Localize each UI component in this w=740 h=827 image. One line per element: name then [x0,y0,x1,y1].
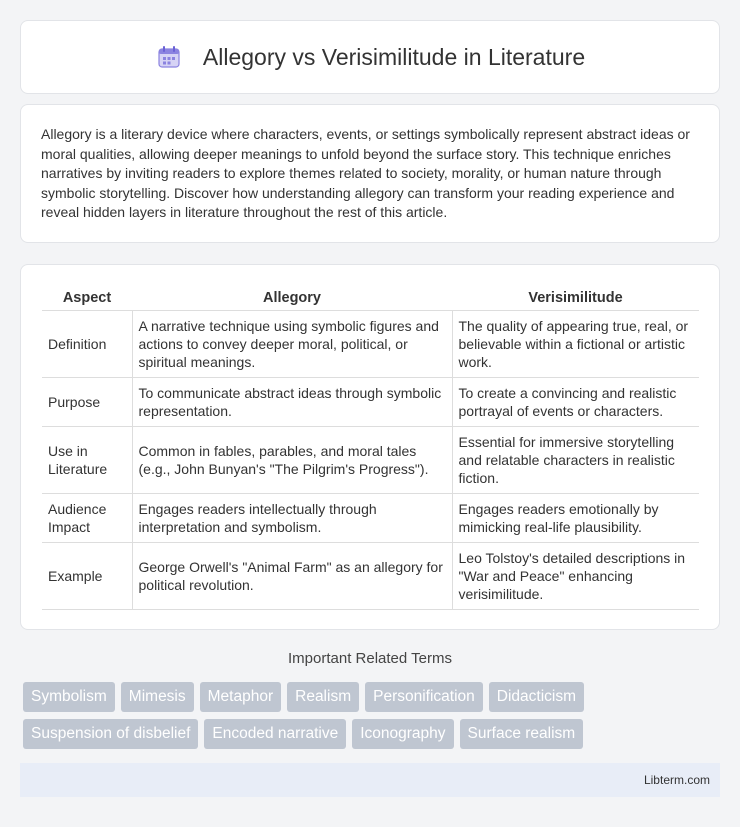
tag-metaphor[interactable]: Metaphor [200,682,281,712]
intro-card [20,104,720,243]
table-row [42,378,699,427]
tag-symbolism[interactable]: Symbolism [23,682,115,712]
cell-allegory: To communicate abstract ideas through symbolic representation. [132,378,452,427]
table-row [42,543,699,610]
title-card [20,20,720,94]
cell-aspect: Audience Impact [42,494,132,543]
cell-verisimilitude: Essential for immersive storytelling and relatable characters in realistic fiction. [452,427,699,494]
related-terms-list [23,682,723,756]
comparison-table [42,285,699,610]
related-terms-title: Important Related Terms [288,650,452,667]
cell-verisimilitude: Leo Tolstoy's detailed descriptions in "War and Peace" enhancing verisimilitude. [452,543,699,610]
cell-aspect: Purpose [42,378,132,427]
cell-aspect: Example [42,543,132,610]
cell-allegory: Engages readers intellectually through interpretation and symbolism. [132,494,452,543]
cell-verisimilitude: Engages readers emotionally by mimicking real-life plausibility. [452,494,699,543]
footer-site-link[interactable]: Libterm.com [643,773,710,787]
table-header-row [42,285,699,311]
table-row [42,311,699,378]
page-title: Allegory vs Verisimilitude in Literature [202,43,586,70]
cell-allegory: Common in fables, parables, and moral tales (e.g., John Bunyan's "The Pilgrim's Progress"). [132,427,452,494]
table-row [42,427,699,494]
calendar-icon [155,43,183,71]
cell-verisimilitude: The quality of appearing true, real, or believable within a fictional or artistic work. [452,311,699,378]
cell-aspect: Use in Literature [42,427,132,494]
table-row [42,494,699,543]
footer [20,763,720,797]
tag-didacticism[interactable]: Didacticism [489,682,584,712]
tag-iconography[interactable]: Iconography [352,719,453,749]
tag-personification[interactable]: Personification [365,682,483,712]
cell-aspect: Definition [42,311,132,378]
cell-allegory: George Orwell's "Animal Farm" as an allegory for political revolution. [132,543,452,610]
header-aspect: Aspect [42,285,132,311]
tag-row [23,719,723,749]
tag-row [23,682,723,712]
tag-mimesis[interactable]: Mimesis [121,682,194,712]
tag-surface-realism[interactable]: Surface realism [460,719,584,749]
tag-encoded-narrative[interactable]: Encoded narrative [204,719,346,749]
header-allegory: Allegory [132,285,452,311]
tag-suspension-of-disbelief[interactable]: Suspension of disbelief [23,719,198,749]
comparison-table-card [20,264,720,630]
tag-realism[interactable]: Realism [287,682,359,712]
cell-verisimilitude: To create a convincing and realistic portrayal of events or characters. [452,378,699,427]
cell-allegory: A narrative technique using symbolic figures and actions to convey deeper moral, political, or spiritual meanings. [132,311,452,378]
intro-paragraph: Allegory is a literary device where characters, events, or settings symbolically represent abstract ideas or moral qualities, allowing deeper meanings to unfold beyond the surface story. This technique enriches narratives by inviting readers to explore themes related to society, morality, or human nature through symbolic storytelling. Discover how understanding allegory can transform your reading experience and reveal hidden layers in literature throughout the rest of this article. [41,126,690,220]
header-verisimilitude: Verisimilitude [452,285,699,311]
